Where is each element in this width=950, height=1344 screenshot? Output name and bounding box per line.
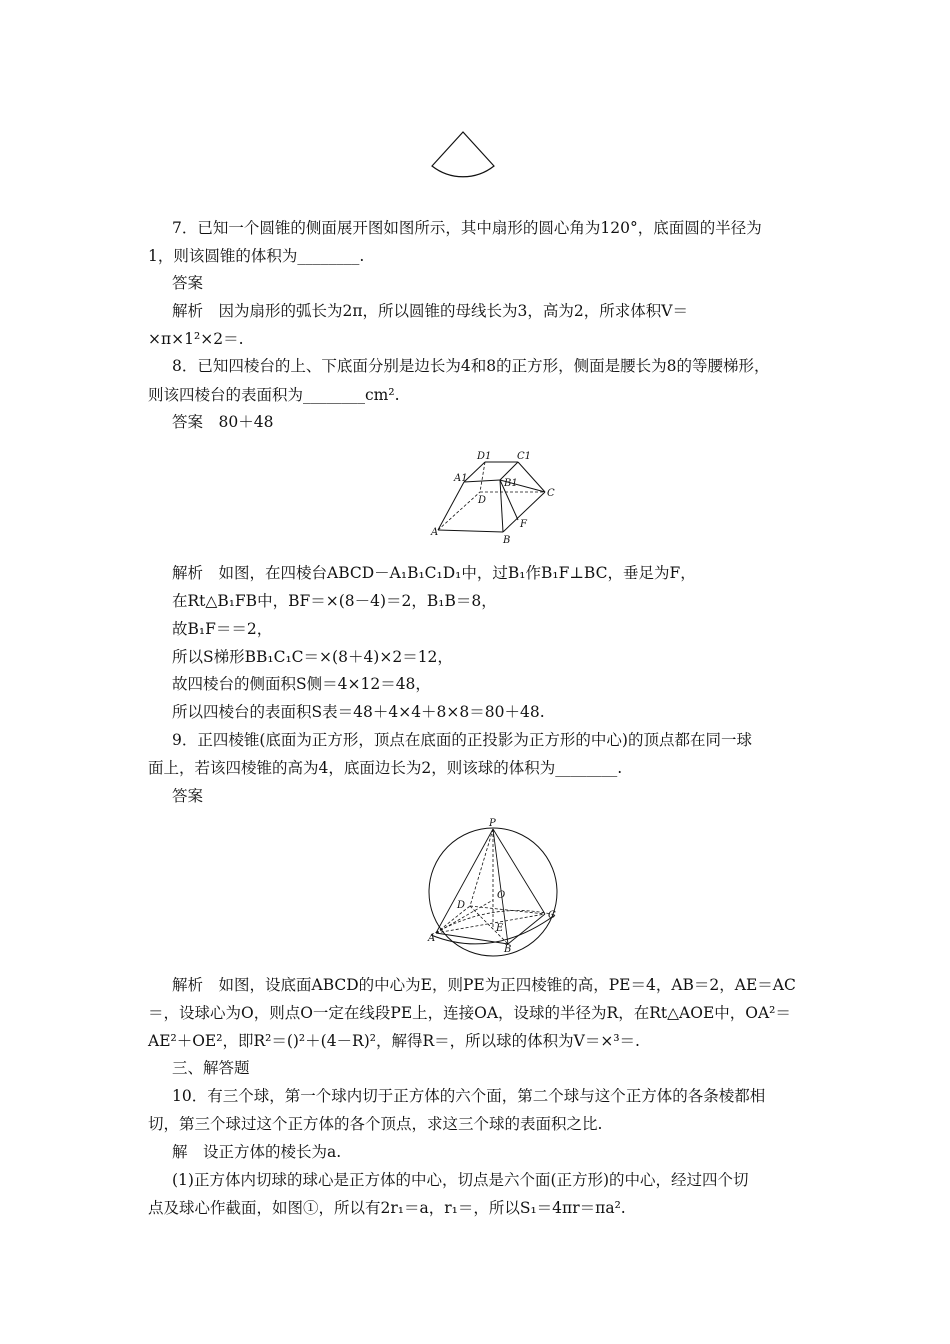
label-d: D [457,900,466,911]
q8-analysis-6: 所以四棱台的表面积S表＝48＋4×4＋8×8＝80＋48. [172,703,545,721]
label-b1: B1 [504,478,518,489]
label-p: P [489,818,496,829]
label-d: D [478,495,487,506]
q7-analysis-1: 解析 因为扇形的弧长为2π，所以圆锥的母线长为3，高为2，所求体积V＝ [172,302,688,320]
label-f: F [520,519,527,530]
q8-analysis-2: 在Rt△B₁FB中，BF＝×(8－4)＝2，B₁B＝8， [172,592,497,610]
q8-analysis-4: 所以S梯形BB₁C₁C＝×(8＋4)×2＝12， [172,648,453,666]
q9-answer: 答案 [172,787,204,805]
q8-analysis-1: 解析 如图，在四棱台ABCD－A₁B₁C₁D₁中，过B₁作B₁F⊥BC，垂足为F， [172,564,696,582]
label-c: C [548,910,556,921]
section-heading: 三、解答题 [172,1059,250,1077]
q9-analysis-2: ＝，设球心为O，则点O一定在线段PE上，连接OA，设球的半径为R，在Rt△AOE中，OA²＝ [148,1004,791,1022]
q7-answer: 答案 [172,274,204,292]
q10-line-2: 切，第三个球过这个正方体的各个顶点，求这三个球的表面积之比. [148,1115,603,1133]
label-b: B [504,944,512,955]
q9-line-2: 面上，若该四棱锥的高为4，底面边长为2，则该球的体积为________. [148,759,623,777]
q9-line-1: 9．正四棱锥(底面为正方形，顶点在底面的正投影为正方形的中心)的顶点都在同一球 [172,731,752,749]
label-c1: C1 [517,451,532,462]
q10-solution-2: (1)正方体内切球的球心是正方体的中心，切点是六个面(正方形)的中心，经过四个切 [172,1171,749,1189]
q10-line-1: 10．有三个球，第一个球内切于正方体的六个面，第二个球与这个正方体的各条棱都相 [172,1087,766,1105]
q8-answer: 答案 80＋48 [172,413,274,431]
q10-solution-1: 解 设正方体的棱长为a. [172,1143,342,1161]
q8-analysis-5: 故四棱台的侧面积S侧＝4×12＝48， [172,675,431,693]
label-a1: A1 [454,473,468,484]
label-d1: D1 [477,451,492,462]
label-b: B [503,535,511,546]
label-c: C [547,488,555,499]
q8-analysis-3: 故B₁F＝＝2， [172,620,273,638]
q7-analysis-2: ×π×1²×2＝. [148,330,244,348]
q10-solution-3: 点及球心作截面，如图①，所以有2r₁＝a，r₁＝，所以S₁＝4πr＝πa². [148,1199,626,1217]
q8-line-1: 8．已知四棱台的上、下底面分别是边长为4和8的正方形，侧面是腰长为8的等腰梯形， [172,357,770,375]
q9-analysis-3: AE²＋OE²，即R²＝()²＋(4－R)²，解得R＝，所以球的体积为V＝×³＝. [148,1032,640,1050]
q7-line-1: 7．已知一个圆锥的侧面展开图如图所示，其中扇形的圆心角为120°，底面圆的半径为 [172,219,762,237]
label-a: A [428,933,436,944]
q8-line-2: 则该四棱台的表面积为________cm². [148,386,400,404]
q7-line-2: 1，则该圆锥的体积为________. [148,247,365,265]
label-o: O [497,890,506,901]
label-e: E [496,923,504,934]
label-a: A [431,527,439,538]
q9-analysis-1: 解析 如图，设底面ABCD的中心为E，则PE为正四棱锥的高，PE＝4，AB＝2，AE＝AC [172,976,796,994]
